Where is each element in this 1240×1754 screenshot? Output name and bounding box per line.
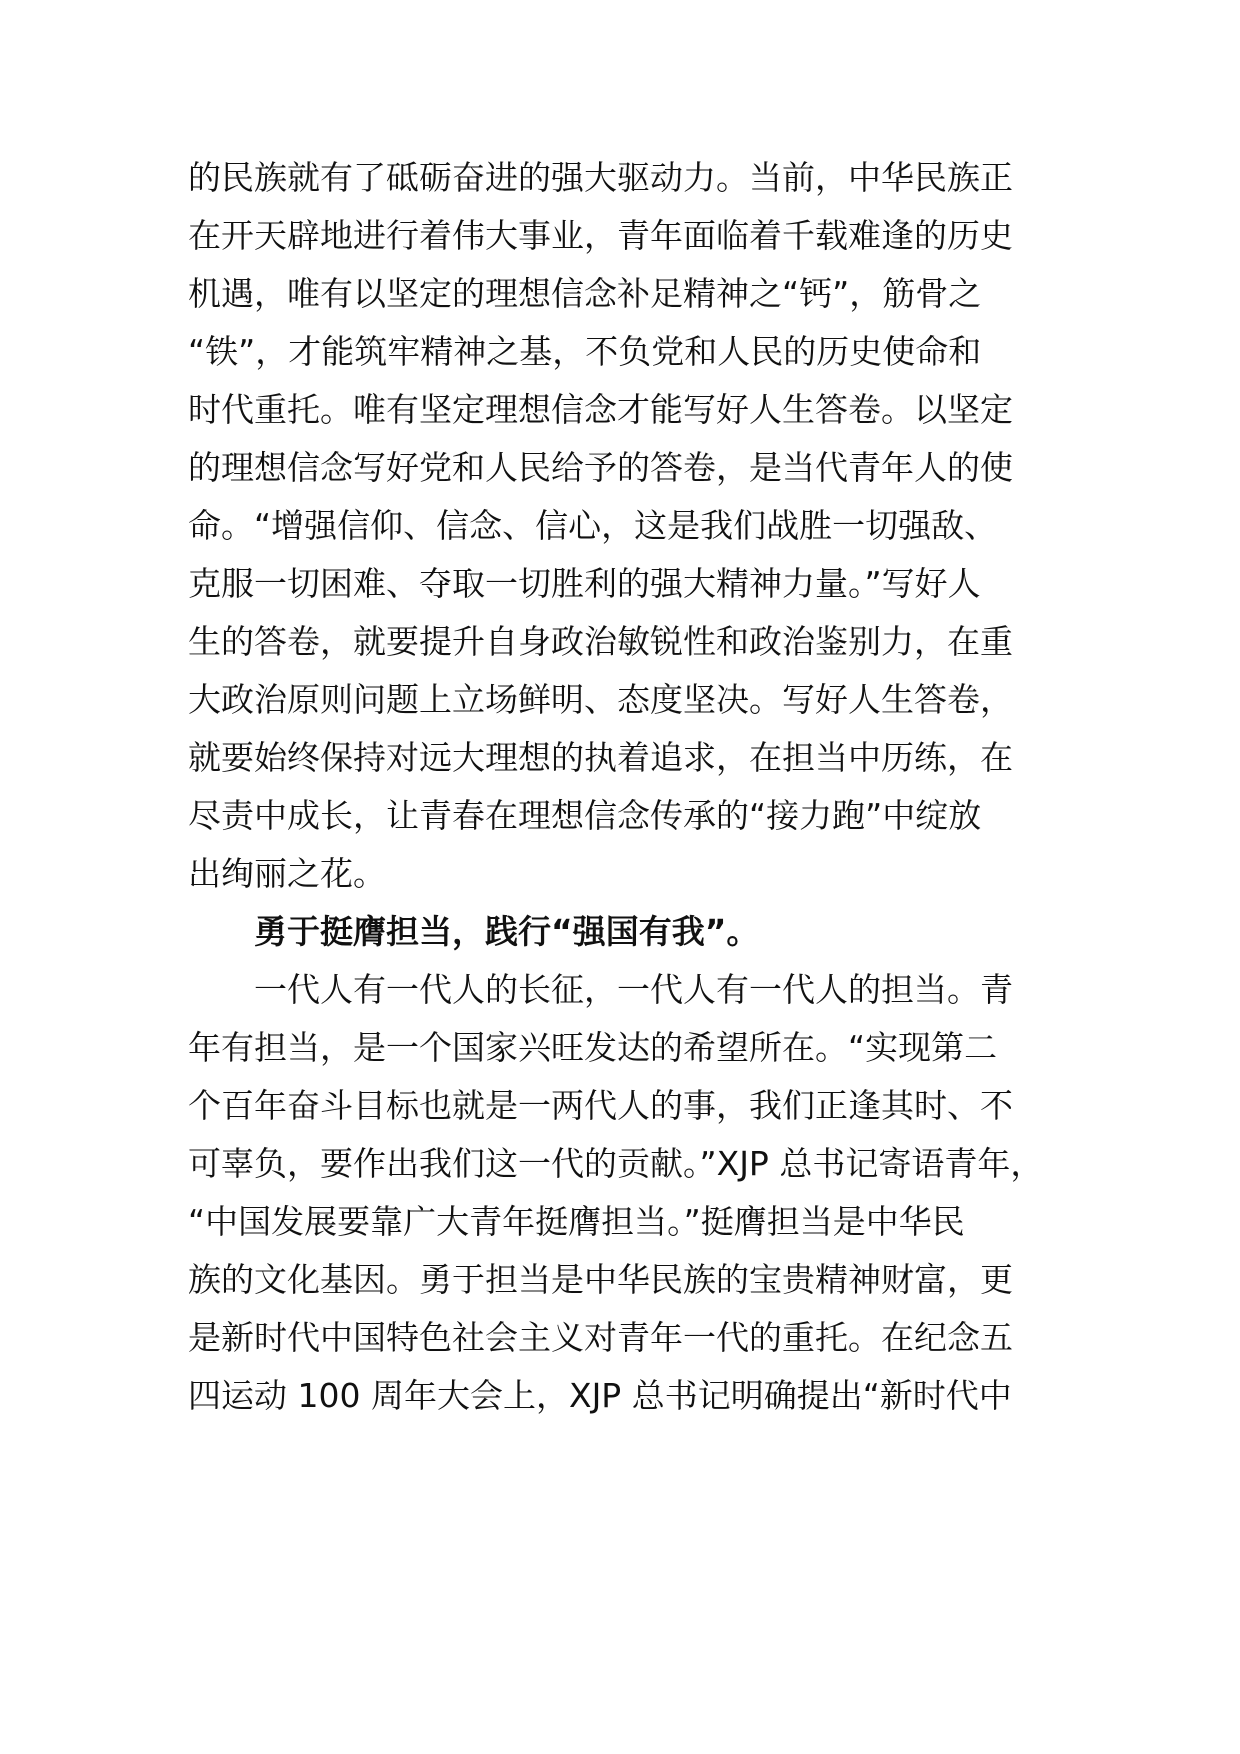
paragraph-line: 个百年奋斗目标也就是一两代人的事，我们正逢其时、不 bbox=[188, 1086, 1013, 1125]
paragraph-line: 尽责中成长，让青春在理想信念传承的“接力跑”中绽放 bbox=[188, 796, 982, 835]
paragraph-line: 族的文化基因。勇于担当是中华民族的宝贵精神财富，更 bbox=[188, 1260, 1013, 1299]
paragraph-line: 的民族就有了砥砺奋进的强大驱动力。当前，中华民族正 bbox=[188, 158, 1013, 197]
paragraph-line: 的理想信念写好党和人民给予的答卷，是当代青年人的使 bbox=[188, 448, 1013, 487]
paragraph-line: 一代人有一代人的长征，一代人有一代人的担当。青 bbox=[254, 970, 1013, 1009]
paragraph-line: 四运动 100 周年大会上，XJP 总书记明确提出“新时代中 bbox=[188, 1376, 1012, 1415]
paragraph-line: 在开天辟地进行着伟大事业，青年面临着千载难逢的历史 bbox=[188, 216, 1013, 255]
paragraph-line: 就要始终保持对远大理想的执着追求，在担当中历练，在 bbox=[188, 738, 1013, 777]
paragraph-line: 是新时代中国特色社会主义对青年一代的重托。在纪念五 bbox=[188, 1318, 1013, 1357]
paragraph-line: 克服一切困难、夺取一切胜利的强大精神力量。”写好人 bbox=[188, 564, 981, 603]
paragraph-line: “铁”，才能筑牢精神之基，不负党和人民的历史使命和 bbox=[188, 332, 982, 371]
paragraph-line: 年有担当，是一个国家兴旺发达的希望所在。“实现第二 bbox=[188, 1028, 998, 1067]
paragraph-line: 出绚丽之花。 bbox=[188, 854, 386, 893]
section-heading: 勇于挺膺担当，践行“强国有我”。 bbox=[254, 912, 760, 951]
paragraph-line: 生的答卷，就要提升自身政治敏锐性和政治鉴别力，在重 bbox=[188, 622, 1013, 661]
paragraph-line: 可辜负，要作出我们这一代的贡献。”XJP 总书记寄语青年， bbox=[188, 1144, 1044, 1183]
paragraph-line: 时代重托。唯有坚定理想信念才能写好人生答卷。以坚定 bbox=[188, 390, 1013, 429]
paragraph-line: 机遇，唯有以坚定的理想信念补足精神之“钙”，筋骨之 bbox=[188, 274, 982, 313]
paragraph-line: 命。“增强信仰、信念、信心，这是我们战胜一切强敌、 bbox=[188, 506, 998, 545]
paragraph-line: “中国发展要靠广大青年挺膺担当。”挺膺担当是中华民 bbox=[188, 1202, 965, 1241]
paragraph-line: 大政治原则问题上立场鲜明、态度坚决。写好人生答卷， bbox=[188, 680, 1013, 719]
